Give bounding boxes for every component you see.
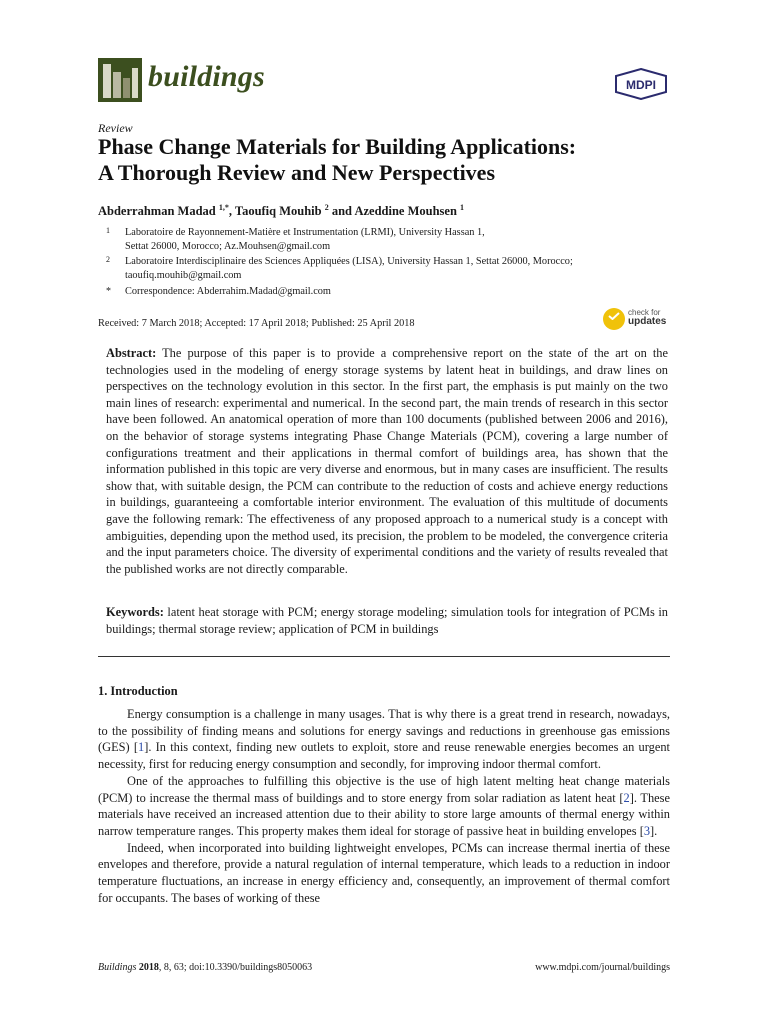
keywords-label: Keywords: — [106, 605, 164, 619]
abstract — [106, 345, 668, 577]
author-name: Abderrahman Madad — [98, 204, 216, 219]
title-line: Phase Change Materials for Building Applications: — [98, 134, 577, 159]
paper-title — [98, 134, 698, 186]
section-heading: 1. Introduction — [98, 684, 178, 698]
author-affiliation-mark: 1,* — [218, 203, 229, 212]
section-body — [98, 706, 670, 906]
journal-name: buildings — [148, 60, 265, 93]
author-name: Azeddine Mouhsen — [354, 204, 457, 219]
paragraph: Energy consumption is a challenge in many usages. That is why there is a great trend in research, nowadays, to the possibility of finding means and solutions for energy savings and reductions in greenhouse gas emissions (GES) [1]. In this context, finding new outlets to exploit, store and reuse renewable energies becomes an urgent necessity, first for reducing energy consumption and secondly, for improving indoor thermal comfort. — [98, 707, 670, 772]
checkmark-icon — [608, 312, 620, 320]
section-divider — [98, 656, 670, 657]
citation-link[interactable]: 2 — [623, 790, 630, 805]
abstract-text: The purpose of this paper is to provide a comprehensive report on the state of the art on the technologies used in the modeling of energy storage systems by latent heat in buildings, and draw lines on perspectives on the technology evolution in this sector. In the first part, the emphasis is put mainly on the two main lines of research: experimental and numerical. In the second part, the main trends of research in this sector have been followed. An anatomical operation of more than 100 documents (published between 2006 and 2016), on the behavior of storage systems integrating Phase Change Materials (PCM), covering a large number of configurations treatment and their applications in thermal comfort of buildings area, has shown that the information published in this topic are very diverse and enormous, but in many cases are insufficient. The results show that, with suitable design, the PCM can contribute to the reduction of costs and achieve energy reductions in buildings, guaranteeing a comfortable interior environment. The evaluation of this multitude of documents gave the following remark: The effectiveness of any proposed approach to a numerical study is a concept with ambiguities, depending upon the method used, its precision, the problem to be modeled, the convergence criteria and the input parameters choice. The diversity of experimental conditions and the variety of results revealed that the published works are not directly comparable. — [106, 346, 668, 576]
author-affiliation-mark: 2 — [324, 203, 329, 212]
check-for-updates-button[interactable]: check for updates — [603, 307, 673, 333]
paragraph: Indeed, when incorporated into building lightweight envelopes, PCMs can increase thermal inertia of these envelopes and therefore, provide a natural regulation of internal temperature, which leads to a reduction in indoor temperature fluctuations, an increase in energy efficiency and, consequently, an improvement of thermal comfort for occupants. The bases of working of these — [98, 840, 670, 905]
author-name: Taoufiq Mouhib — [234, 204, 322, 219]
keywords-text: latent heat storage with PCM; energy storage modeling; simulation tools for integration of PCMs in buildings; thermal storage review; application of PCM in buildings — [106, 605, 668, 636]
paragraph: One of the approaches to fulfilling this objective is the use of high latent melting heat change materials (PCM) to increase the thermal mass of buildings and to store energy from solar radiation as latent heat [2]. These materials have received an increased attention due to their ability to store large amounts of thermal energy within narrow temperature ranges. This property makes them ideal for storage of passive heat in building envelopes [3]. — [98, 773, 670, 838]
author-affiliation-mark: 1 — [460, 203, 465, 212]
abstract-label: Abstract: — [106, 346, 157, 360]
mdpi-logo-icon — [613, 68, 669, 100]
affiliation-mark: 1 — [106, 226, 110, 235]
publisher-name: MDPI — [626, 78, 656, 92]
title-line: A Thorough Review and New Perspectives — [98, 160, 496, 185]
keywords — [106, 604, 668, 637]
paper-page: buildings MDPI Review Phase Change Materials for Building Applications: A Thorough Review and New Perspectives Abderrahman Madad $^{1,*}$, Taoufiq Mouhib $^2$ and Azeddine Mouhsen $^1$ 1 Laboratoire de Rayonnement-Matière et Instrumentation (LRMI), University Hassan 1, Settat 26000, Morocco; Az.Mouhsen@gmail.com 2 Laboratoire Interdisciplinaire des Sciences Appliquées (LISA), University Hassan 1, Settat 26000, Morocco; taoufiq.mouhib@gmail.com * Correspondence: Abderrahim.Madad@gmail.com Received: 7 March 2018; Accepted: 17 April 2018; Published: 25 April 2018 check for updates Abstract: The purpose of this paper is to provide a comprehensive report on the state of the art on the technologies used in the modeling of energy storage systems by latent heat in buildings, and draw lines on perspectives on the technology evolution in this sector. In the first part, the emphasis is put mainly on the two main lines of research: experimental and numerical. In the second part, the main trends of research in this sector have been followed. An anatomical operation of more than 100 documents (published between 2006 and 2016), on the behavior of storage systems integrating Phase Change Materials (PCM), covering a large number of configurations treatment and their applications in thermal comfort of buildings area, has shown that the information published in this topic are very diverse and enormous, but in many cases are insufficient. The results show that, with suitable design, the PCM can contribute to the reduction of costs and achieve energy reductions in buildings, guaranteeing a comfortable interior environment. The evaluation of this multitude of documents gave the following remark: The effectiveness of any proposed approach to a numerical study is a concept with ambiguities, depending upon the method used, its precision, the problem to be modeled, the convergence criteria and the input parameters choice. The diversity of experimental conditions and the variety of results revealed that the published works are not directly comparable. Keywords: latent heat storage with PCM; energy storage modeling; simulation tools for integration of PCMs in buildings; thermal storage review; application of PCM in buildings 1. Introduction Energy consumption is a challenge in many usages. That is why there is a great trend in research, nowadays, to the possibility of finding means and solutions for energy savings and reductions in greenhouse gas emissions (GES) [1]. In this context, finding new outlets to exploit, store and reuse renewable energies becomes an urgent necessity, first for reducing energy consumption and secondly, for improving indoor thermal comfort. One of the approaches to fulfilling this objective is the use of high latent melting heat change materials (PCM) to increase the thermal mass of buildings and to store energy from solar radiation as latent heat [2]. These materials have received an increased attention due to their ability to store large amounts of thermal energy within narrow temperature ranges. This property makes them ideal for storage of passive heat in building envelopes [3]. Indeed, when incorporated into building lightweight envelopes, PCMs can increase thermal inertia of these envelopes and therefore, provide a natural regulation of internal temperature, which leads to a reduction in indoor temperature fluctuations, an increase in energy efficiency and, consequently, an improvement of thermal comfort for occupants. The bases of working of these Buildings 2018, 8, 63; doi:10.3390/buildings8050063 www.mdpi.com/journal/buildings — [0, 0, 768, 1024]
citation-link[interactable]: 1 — [138, 740, 145, 755]
publication-dates: Received: 7 March 2018; Accepted: 17 April 2018; Published: 25 April 2018 — [98, 318, 415, 329]
affiliation-mark: * — [106, 286, 111, 297]
buildings-logo-icon — [98, 58, 142, 102]
article-type: Review — [98, 121, 133, 135]
footer-citation: Buildings 2018, 8, 63; doi:10.3390/buildings8050063 — [98, 962, 313, 973]
footer-journal-url[interactable]: www.mdpi.com/journal/buildings — [535, 962, 670, 973]
affiliation-mark: 2 — [106, 255, 110, 264]
author-list: Abderrahman Madad $^{1,*}$, Taoufiq Mouhib $^2$ and Azeddine Mouhsen $^1$ — [98, 203, 465, 219]
citation-link[interactable]: 3 — [643, 823, 651, 838]
